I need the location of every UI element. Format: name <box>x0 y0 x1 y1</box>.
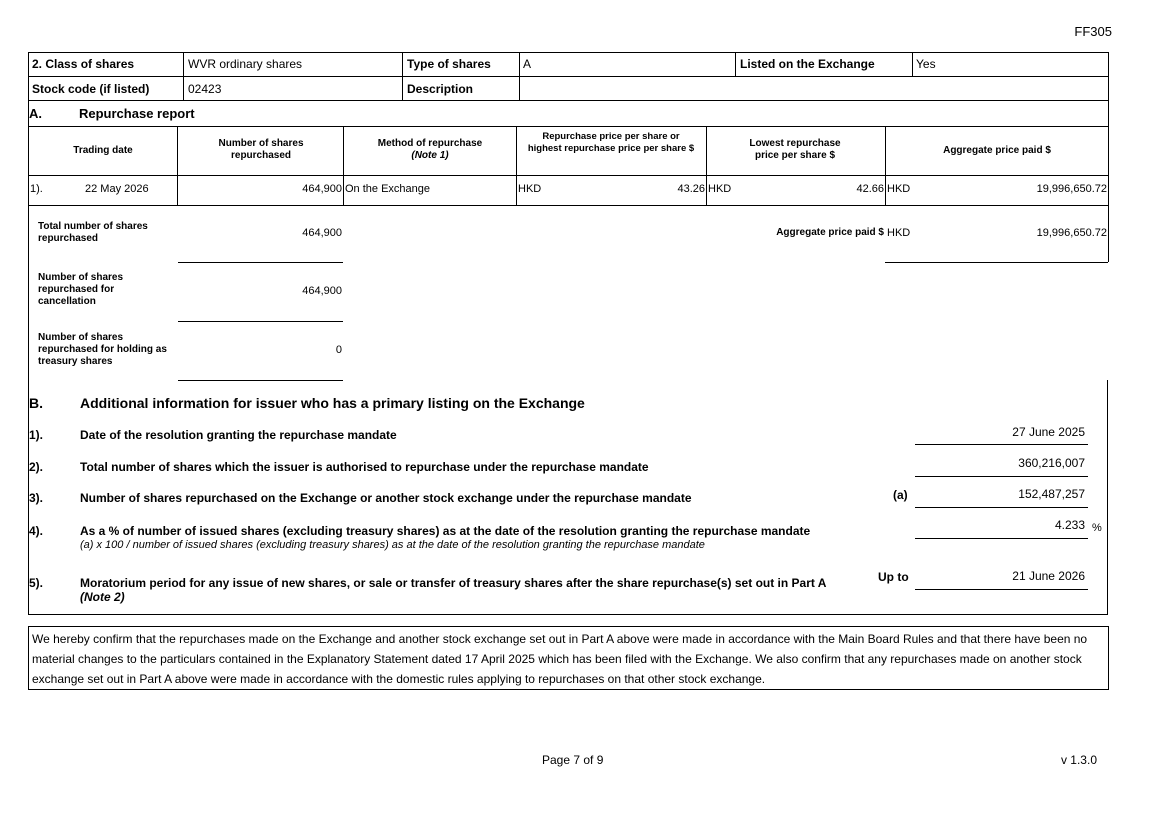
cancel-label: Number of shares repurchased for cancellation <box>38 272 124 307</box>
code-label: Stock code (if listed) <box>32 82 150 96</box>
header-num-shares: Number of shares repurchased <box>218 138 304 161</box>
row-price: 43.26 <box>677 183 705 195</box>
row-lowest-ccy: HKD <box>708 183 732 195</box>
treasury-value: 0 <box>335 344 342 356</box>
header-method-note: (Note 1) <box>411 150 449 161</box>
total-label: Total number of shares repurchased <box>38 221 148 244</box>
row-agg-ccy: HKD <box>887 183 911 195</box>
class-label: 2. Class of shares <box>32 57 135 71</box>
b5-tag: Up to <box>878 570 909 584</box>
header-aggregate: Aggregate price paid $ <box>943 145 1051 156</box>
row-date: 22 May 2026 <box>85 183 149 195</box>
b2-value: 360,216,007 <box>1018 456 1085 470</box>
b5-value: 21 June 2026 <box>1012 569 1085 583</box>
b3-text: Number of shares repurchased on the Exchange or another stock exchange under the repurchase mandate <box>80 491 692 505</box>
cancel-value: 464,900 <box>302 285 342 297</box>
b2-index: 2). <box>29 460 44 474</box>
header-price: Repurchase price per share or highest repurchase price per share $ <box>527 131 695 154</box>
listed-label: Listed on the Exchange <box>740 57 875 71</box>
treasury-label: Number of shares repurchased for holding as treasury shares <box>38 332 167 367</box>
b1-text: Date of the resolution granting the repurchase mandate <box>80 428 397 442</box>
section-b-title: Additional information for issuer who has a primary listing on the Exchange <box>80 395 585 411</box>
frame-right-b <box>1107 380 1108 614</box>
row-index: 1). <box>30 183 43 195</box>
total-value: 464,900 <box>302 227 342 239</box>
b5-index: 5). <box>29 576 44 590</box>
code-value: 02423 <box>188 82 222 96</box>
confirmation-box <box>28 626 1109 690</box>
form-code: FF305 <box>1074 24 1112 39</box>
type-label: Type of shares <box>407 57 491 71</box>
b4-index: 4). <box>29 524 44 538</box>
row-shares: 464,900 <box>302 183 342 195</box>
confirmation-text: We hereby confirm that the repurchases made on the Exchange and another stock exchange set out in Part A above were made in accordance with the Main Board Rules and that there have been no material changes to the particulars contained in the Explanatory Statement dated 17 April 2025 which has been filed with the Exchange. We also confirm that any repurchases made on another stock exchange set out in Part A above were made in accordance with the domestic rules applying to repurchases on that other stock exchange. <box>32 632 1088 686</box>
header-method-label: Method of repurchase <box>377 138 483 149</box>
desc-label: Description <box>407 82 474 96</box>
page-number: Page 7 of 9 <box>542 753 604 767</box>
frame-bottom <box>28 614 1108 615</box>
b3-index: 3). <box>29 491 44 505</box>
b3-tag: (a) <box>893 488 908 502</box>
section-b-letter: B. <box>29 395 43 411</box>
class-value: WVR ordinary shares <box>188 57 303 71</box>
header-lowest: Lowest repurchase price per share $ <box>749 138 841 161</box>
section-a-title: Repurchase report <box>79 106 195 121</box>
b4-text: As a % of number of issued shares (excluding treasury shares) as at the date of the resolution granting the repurchase mandate <box>80 524 811 538</box>
b1-value: 27 June 2025 <box>1012 425 1085 439</box>
listed-value: Yes <box>916 57 936 71</box>
total-agg-value: 19,996,650.72 <box>1036 227 1107 239</box>
section-a-letter: A. <box>29 106 42 121</box>
type-value: A <box>523 57 532 71</box>
b1-index: 1). <box>29 428 44 442</box>
header-trading-date: Trading date <box>73 145 133 156</box>
total-agg-ccy: HKD <box>887 227 911 239</box>
b5-note: (Note 2) <box>80 590 125 604</box>
row-price-ccy: HKD <box>518 183 542 195</box>
b4-value: 4.233 <box>1054 518 1085 532</box>
b5-text: Moratorium period for any issue of new shares, or sale or transfer of treasury shares after the share repurchase(s) set out in Part A <box>80 576 827 590</box>
row-agg: 19,996,650.72 <box>1036 183 1107 195</box>
row-method: On the Exchange <box>345 183 431 195</box>
b4-unit: % <box>1092 522 1102 534</box>
header-method <box>344 138 516 162</box>
version: v 1.3.0 <box>1060 753 1097 767</box>
row-lowest: 42.66 <box>856 183 884 195</box>
total-agg-label: Aggregate price paid $ <box>776 227 884 238</box>
b3-value: 152,487,257 <box>1018 487 1085 501</box>
b2-text: Total number of shares which the issuer is authorised to repurchase under the repurchase mandate <box>80 460 649 474</box>
b4-subtext: (a) x 100 / number of issued shares (excluding treasury shares) as at the date of the resolution granting the repurchase mandate <box>80 539 705 551</box>
